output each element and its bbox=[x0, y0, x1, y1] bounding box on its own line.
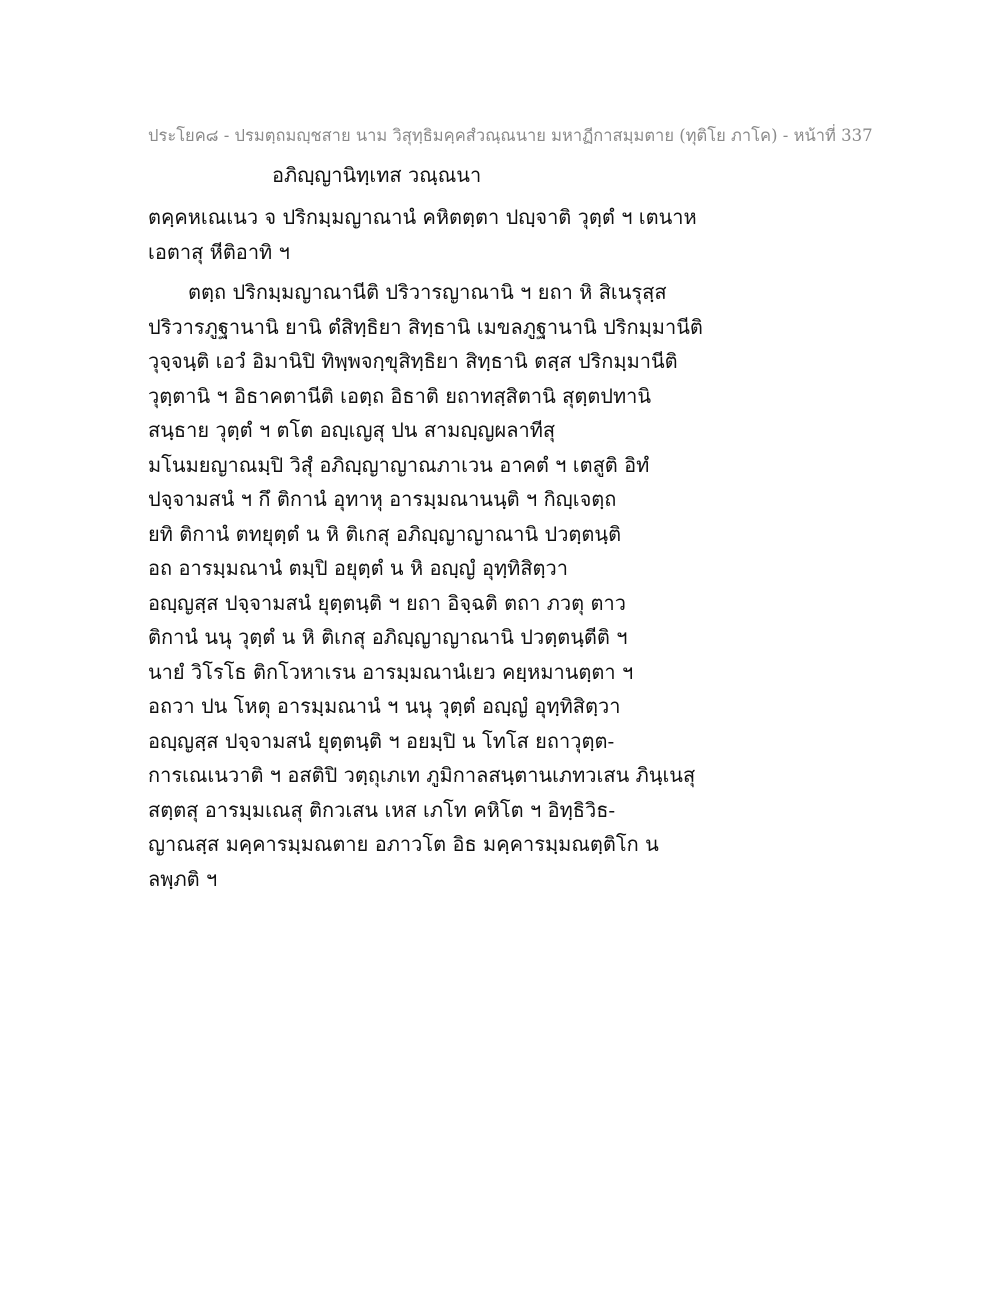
text-line: ตคฺคหเณเนว จ ปริกมฺมญาณานํ คหิตตฺตา ปญฺจาติ วุตฺตํ ฯ เตนาห bbox=[148, 205, 697, 229]
text-line: ติกานํ นนุ วุตฺตํ น หิ ติเกสุ อภิญฺญาญาณานิ ปวตฺตนฺตีติ ฯ bbox=[148, 625, 628, 649]
paragraph-start-line: ตตฺถ ปริกมฺมญาณานีติ ปริวารญาณานิ ฯ ยถา หิ สิเนรุสฺส bbox=[188, 280, 667, 304]
text-line: อถ อารมฺมณานํ ตมฺปิ อยุตฺตํ น หิ อญฺญํ อุทฺทิสิตฺวา bbox=[148, 556, 568, 580]
body-text bbox=[148, 200, 848, 896]
text-line: ปจฺจามสนํ ฯ กึ ติกานํ อุทาหุ อารมฺมณานนฺติ ฯ กิญฺเจตฺถ bbox=[148, 487, 617, 511]
section-title: อภิญฺญานิทฺเทส วณฺณนา bbox=[272, 163, 482, 187]
text-line: เอตาสุ หีติอาทิ ฯ bbox=[148, 239, 290, 264]
text-line: นายํ วิโรโธ ติกโวหาเรน อารมฺมณานํเยว คยฺหมานตฺตา ฯ bbox=[148, 659, 634, 684]
text-line: ลพฺภติ ฯ bbox=[148, 866, 218, 891]
running-head: ประโยค๘ - ปรมตฺถมญฺชสาย นาม วิสุทฺธิมคฺคสํวณฺณนาย มหาฏีกาสมฺมตาย (ทุติโย ภาโค) - หน้าที่ 337 bbox=[148, 126, 873, 145]
text-line: มโนมยญาณมฺปิ วิสุํ อภิญฺญาญาณภาเวน อาคตํ ฯ เตสูติ อิทํ bbox=[148, 452, 650, 477]
text-line: วุจฺจนฺติ เอวํ อิมานิปิ ทิพฺพจกฺขุสิทฺธิยา สิทฺธานิ ตสฺส ปริกมฺมานีติ bbox=[148, 349, 678, 373]
text-line: ยทิ ติกานํ ตทยุตฺตํ น หิ ติเกสุ อภิญฺญาญาณานิ ปวตฺตนฺติ bbox=[148, 521, 622, 546]
text-line: ญาณสฺส มคฺคารมฺมณตาย อภาวโต อิธ มคฺคารมฺมณตฺติโก น bbox=[148, 832, 659, 856]
text-line: วุตฺตานิ ฯ อิธาคตานีติ เอตฺถ อิธาติ ยถาทสฺสิตานิ สุตฺตปทานิ bbox=[148, 383, 652, 408]
text-line: การเณเนวาติ ฯ อสติปิ วตฺถุเภเท ภูมิกาลสนฺตานเภทวเสน ภินฺเนสุ bbox=[148, 763, 696, 787]
text-line: อญฺญสฺส ปจฺจามสนํ ยุตฺตนฺติ ฯ อยมฺปิ น โทโส ยถาวุตฺต- bbox=[148, 728, 615, 753]
text-line: สตฺตสุ อารมฺมเณสุ ติกวเสน เหส เภโท คหิโต ฯ อิทฺธิวิธ- bbox=[148, 797, 616, 822]
text-line: ปริวารภูฐานานิ ยานิ ตํสิทฺธิยา สิทฺธานิ เมขลภูฐานานิ ปริกมฺมานีติ bbox=[148, 314, 703, 339]
text-line: อถวา ปน โหตุ อารมฺมณานํ ฯ นนุ วุตฺตํ อญฺญํ อุทฺทิสิตฺวา bbox=[148, 694, 621, 718]
text-line: สนฺธาย วุตฺตํ ฯ ตโต อญฺเญสุ ปน สามญฺญผลาทีสุ bbox=[148, 418, 556, 442]
text-line: อญฺญสฺส ปจฺจามสนํ ยุตฺตนฺติ ฯ ยถา อิจฺฉติ ตถา ภวตุ ตาว bbox=[148, 590, 626, 615]
